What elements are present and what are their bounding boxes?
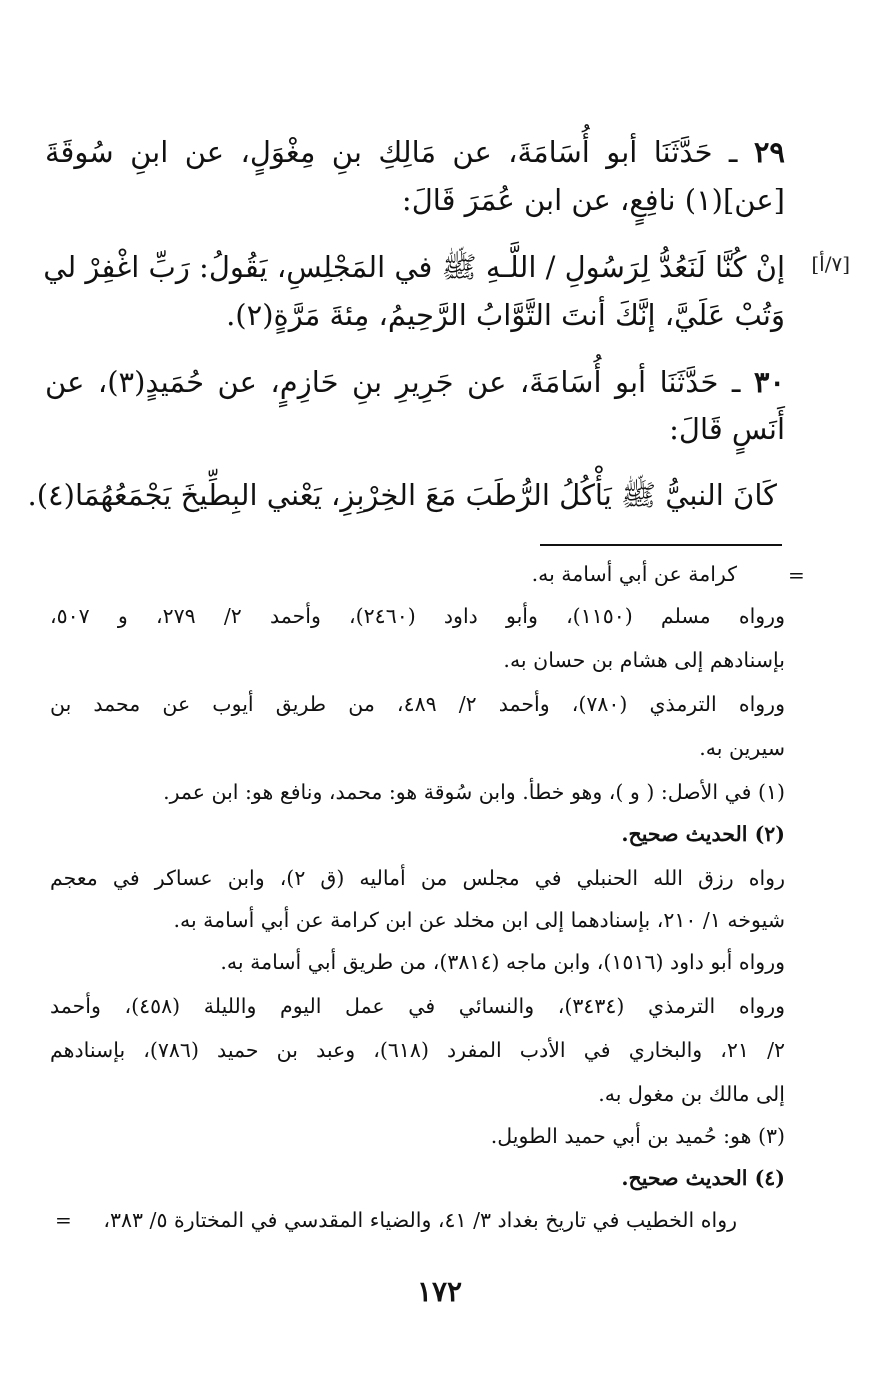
hadith-number: ٢٩ <box>753 135 785 169</box>
hadith-30-isnad-line-2: أَنَسٍ قَالَ: <box>669 412 785 446</box>
page-number: ١٧٢ <box>416 1275 463 1308</box>
continuation-mark: = <box>55 1208 72 1232</box>
footnote-continuation-line: ورواه مسلم (١١٥٠)، وأبو داود (٢٤٦٠)، وأحمد ٢/ ٢٧٩، و ٥٠٧، <box>50 604 785 628</box>
footnote-2-line: رواه رزق الله الحنبلي في مجلس من أماليه (ق ٢)، وابن عساكر في معجم <box>50 866 785 890</box>
hadith-30-isnad-line-1: ٣٠ ـ حَدَّثَنَا أبو أُسَامَةَ، عن جَرِيرِ بنِ حَازِمٍ، عن حُمَيدٍ(٣)، عن <box>45 365 786 399</box>
footnote-continuation-line: كرامة عن أبي أسامة به. <box>531 562 737 586</box>
footnote-continuation-line: ورواه الترمذي (٧٨٠)، وأحمد ٢/ ٤٨٩، من طريق أيوب عن محمد بن <box>50 692 785 716</box>
hadith-29-isnad-line-2: [عن](١) نافِعٍ، عن ابن عُمَرَ قَالَ: <box>401 183 785 217</box>
continuation-mark: = <box>788 563 805 587</box>
footnote-2-line: ورواه الترمذي (٣٤٣٤)، والنسائي في عمل اليوم والليلة (٤٥٨)، وأحمد <box>50 994 786 1018</box>
hadith-29-matn-line-2: وَتُبْ عَلَيَّ، إنَّكَ أنتَ التَّوَّابُ الرَّحِيمُ، مِئةَ مَرَّةٍ(٢). <box>226 298 785 332</box>
hadith-number: ٣٠ <box>753 365 786 399</box>
footnote-2-line: ورواه أبو داود (١٥١٦)، وابن ماجه (٣٨١٤)، من طريق أبي أسامة به. <box>220 950 785 974</box>
hadith-29-matn-line-1: إنْ كُنَّا لَنَعُدُّ لِرَسُولِ / اللَّـهِ ﷺ في المَجْلِسِ، يَقُولُ: رَبِّ اغْفِرْ لي <box>43 250 785 284</box>
hadith-30-matn-line-1: كَانَ النبيُّ ﷺ يَأْكُلُ الرُّطَبَ مَعَ الخِرْبِزِ، يَعْني البِطِّيخَ يَجْمَعُهُمَا(٤). <box>27 478 777 512</box>
footnote-2-line: ٢/ ٢١، والبخاري في الأدب المفرد (٦١٨)، وعبد بن حميد (٧٨٦)، بإسنادهم <box>50 1038 785 1062</box>
manuscript-folio-marker: [٧/أ] <box>811 252 850 276</box>
footnote-2-heading: (٢) الحديث صحيح. <box>621 822 785 846</box>
footnote-separator <box>540 544 782 546</box>
footnote-4-line: رواه الخطيب في تاريخ بغداد ٣/ ٤١، والضياء المقدسي في المختارة ٥/ ٣٨٣، <box>103 1208 737 1232</box>
footnote-3: (٣) هو: حُميد بن أبي حميد الطويل. <box>490 1124 785 1148</box>
footnote-continuation-line: سيرين به. <box>699 736 785 760</box>
footnote-continuation-line: بإسنادهم إلى هشام بن حسان به. <box>503 648 785 672</box>
footnote-1: (١) في الأصل: ( و )، وهو خطأ. وابن سُوقة هو: محمد، ونافع هو: ابن عمر. <box>163 780 785 804</box>
footnote-4-heading: (٤) الحديث صحيح. <box>621 1166 785 1190</box>
footnote-2-line: شيوخه ١/ ٢١٠، بإسنادهما إلى ابن مخلد عن ابن كرامة عن أبي أسامة به. <box>173 908 785 932</box>
hadith-29-isnad-line-1: ٢٩ ـ حَدَّثَنَا أبو أُسَامَةَ، عن مَالِكِ بنِ مِغْوَلٍ، عن ابنِ سُوقَةَ <box>45 135 785 169</box>
footnote-2-line: إلى مالك بن مغول به. <box>598 1082 785 1106</box>
